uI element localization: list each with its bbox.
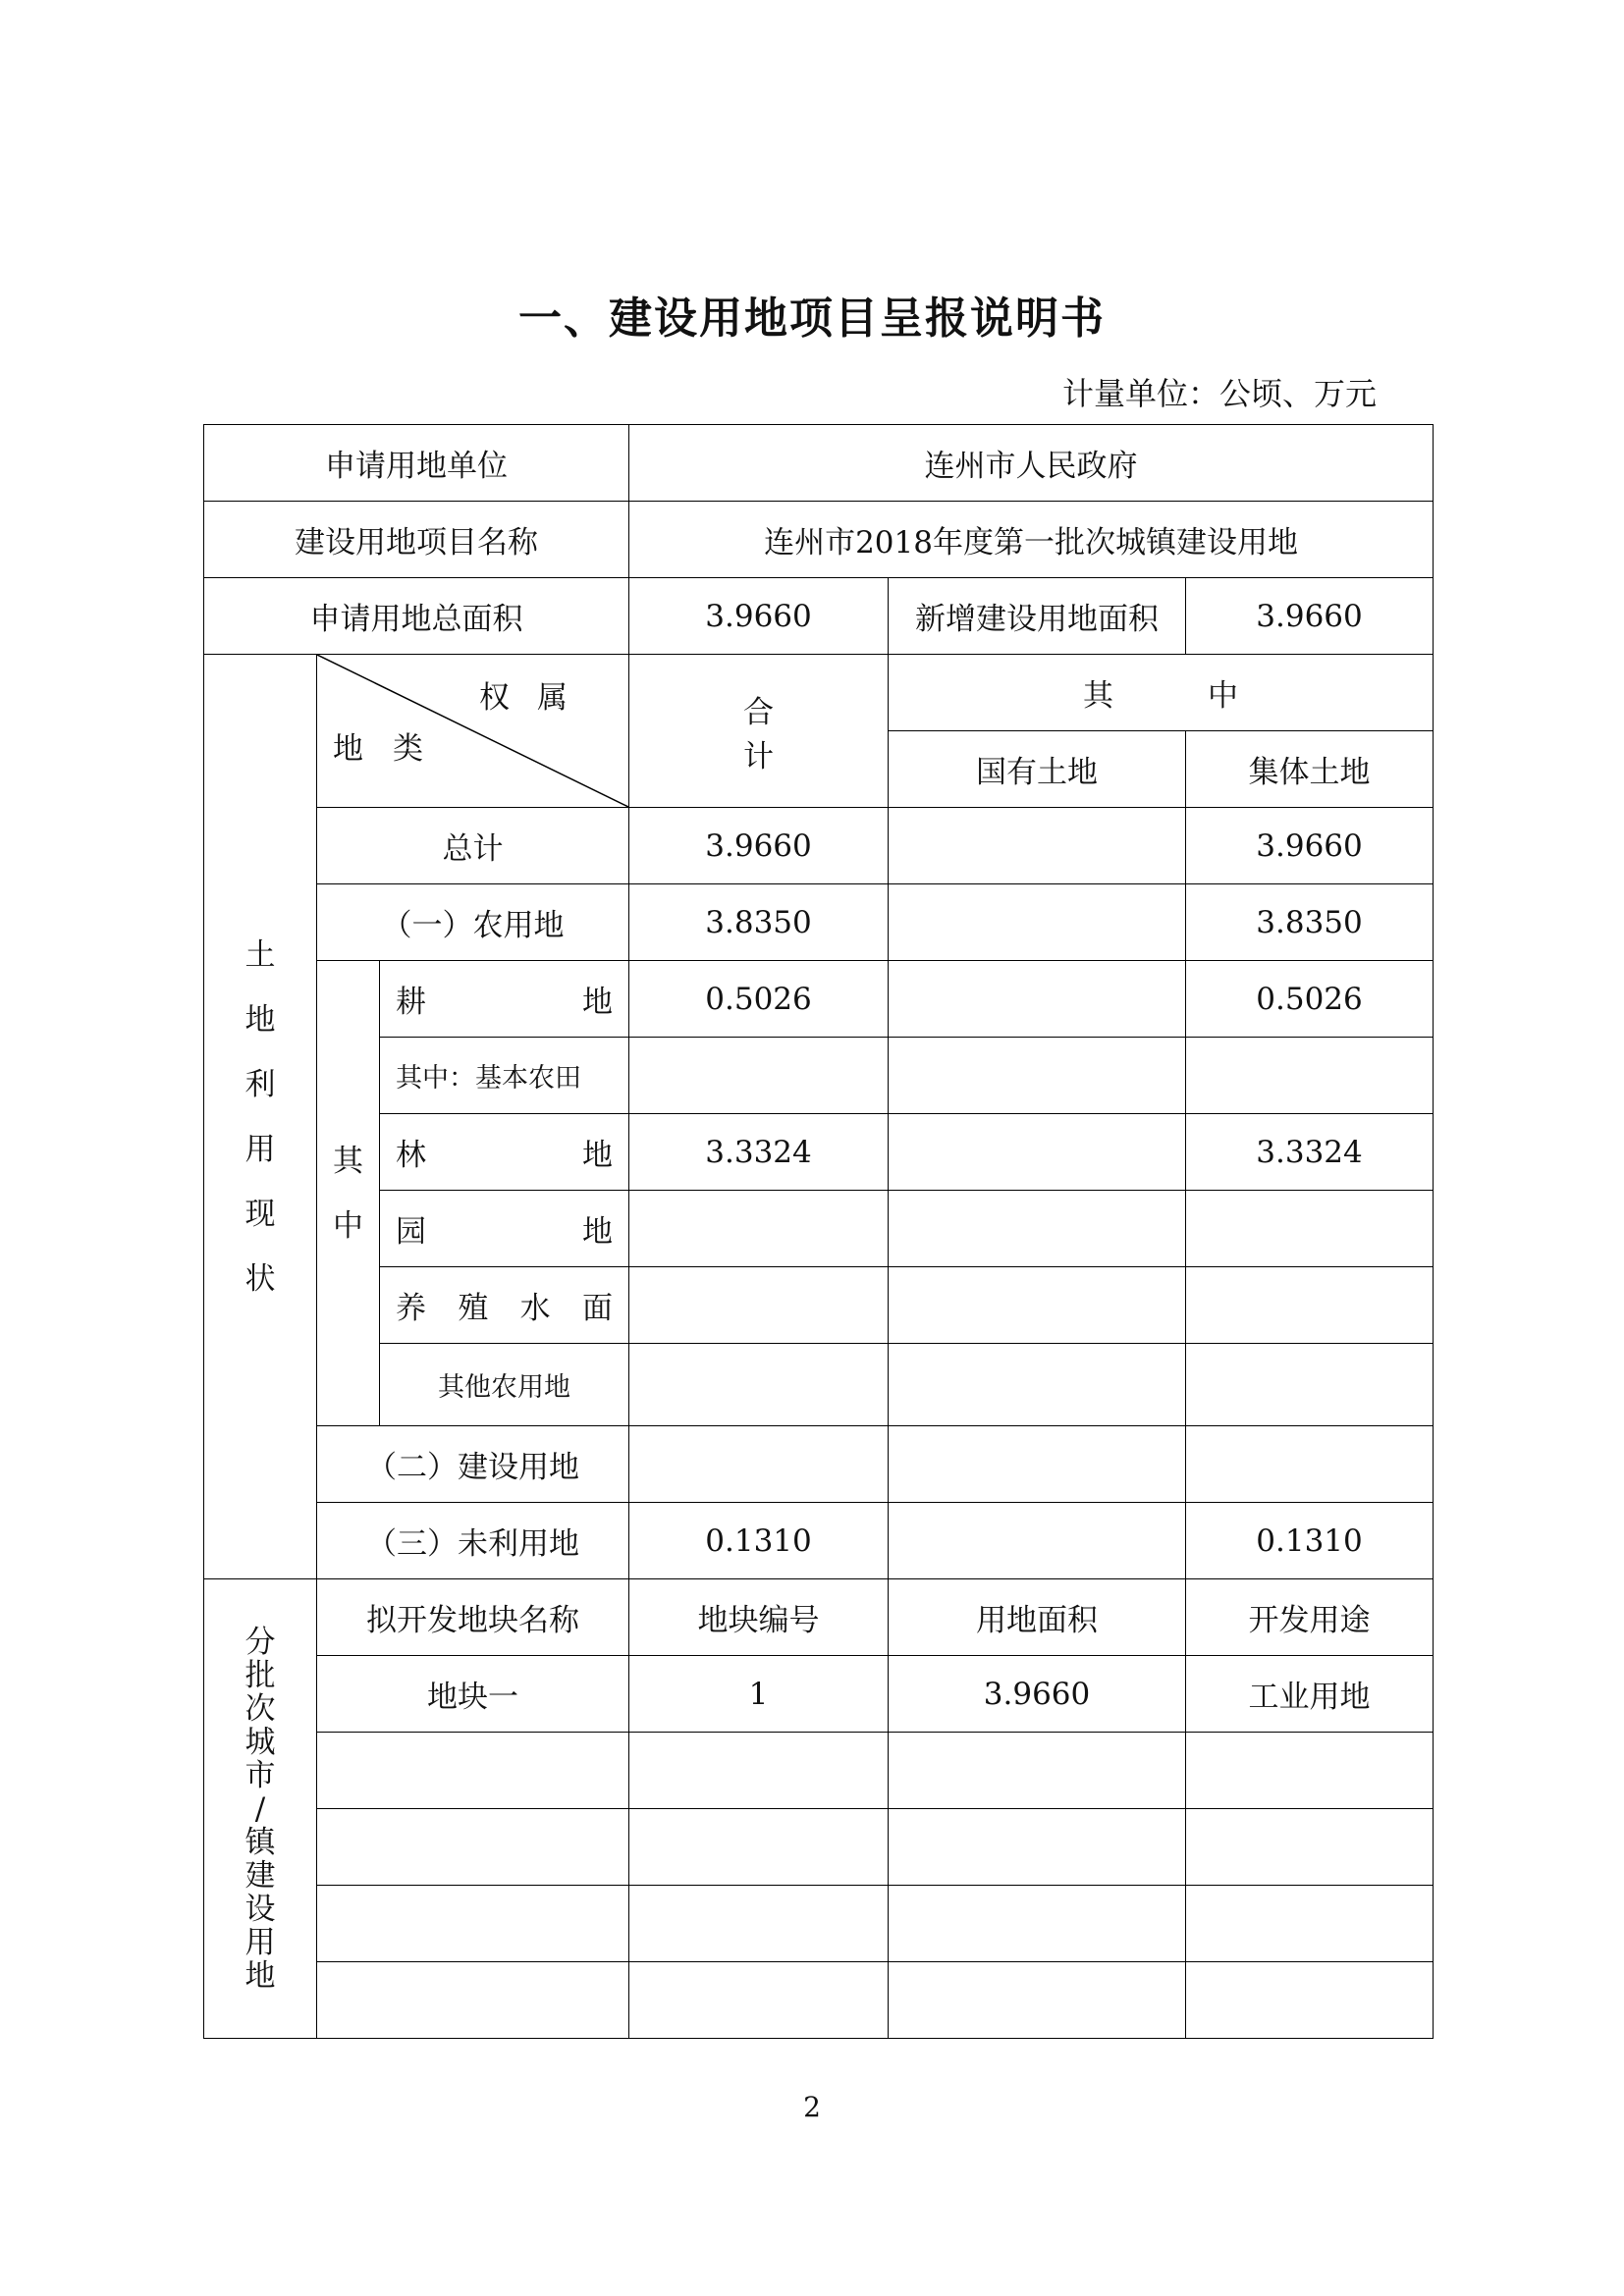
row-total-state — [889, 808, 1186, 884]
row-other-agri-state — [889, 1344, 1186, 1426]
batch-cell-purpose — [1186, 1809, 1434, 1886]
batch-cell-number — [629, 1809, 889, 1886]
row-agri-label: （一）农用地 — [317, 884, 629, 961]
row-aqua-collective — [1186, 1267, 1434, 1344]
diag-landtype-label: 地类 — [333, 731, 453, 767]
diagonal-header-cell — [317, 655, 629, 808]
row-unused — [204, 1503, 1434, 1579]
applicant-row — [204, 425, 1434, 502]
batch-cell-area: 3.9660 — [889, 1656, 1186, 1733]
batch-header-row — [204, 1579, 1434, 1656]
batch-col-name: 拟开发地块名称 — [317, 1579, 629, 1656]
batch-cell-name — [317, 1809, 629, 1886]
row-forest-state — [889, 1114, 1186, 1191]
batch-col-number: 地块编号 — [629, 1579, 889, 1656]
applicant-label: 申请用地单位 — [204, 425, 629, 502]
row-total-label: 总计 — [317, 808, 629, 884]
batch-section-label: 分 批 次 城 市 / 镇 建 设 用 地 — [204, 1579, 317, 2039]
row-agri-collective: 3.8350 — [1186, 884, 1434, 961]
row-construction-collective — [1186, 1426, 1434, 1503]
row-garden-label: 园 地 — [380, 1191, 629, 1267]
project-label: 建设用地项目名称 — [204, 502, 629, 578]
total-area-value: 3.9660 — [629, 578, 889, 655]
area-row — [204, 578, 1434, 655]
row-forest-sum: 3.3324 — [629, 1114, 889, 1191]
batch-cell-name — [317, 1962, 629, 2039]
row-construction-state — [889, 1426, 1186, 1503]
batch-cell-purpose: 工业用地 — [1186, 1656, 1434, 1733]
row-farmland-label: 耕 地 — [380, 961, 629, 1038]
batch-row — [204, 1962, 1434, 2039]
row-other-agri-label: 其他农用地 — [380, 1344, 629, 1426]
row-garden-state — [889, 1191, 1186, 1267]
col-total-header: 合计 — [629, 655, 889, 808]
row-construction-label: （二）建设用地 — [317, 1426, 629, 1503]
landuse-section-label: 土 地 利 用 现 状 — [204, 655, 317, 1579]
project-value: 连州市2018年度第一批次城镇建设用地 — [629, 502, 1434, 578]
page-number: 2 — [803, 2091, 821, 2123]
batch-row — [204, 1733, 1434, 1809]
row-aqua — [204, 1267, 1434, 1344]
row-agri-sum: 3.8350 — [629, 884, 889, 961]
col-state-header: 国有土地 — [889, 731, 1186, 808]
row-farmland-collective: 0.5026 — [1186, 961, 1434, 1038]
batch-cell-number — [629, 1962, 889, 2039]
row-forest — [204, 1114, 1434, 1191]
landuse-header-row-1 — [204, 655, 1434, 731]
batch-cell-number: 1 — [629, 1656, 889, 1733]
batch-cell-name: 地块一 — [317, 1656, 629, 1733]
row-aqua-state — [889, 1267, 1186, 1344]
col-collective-header: 集体土地 — [1186, 731, 1434, 808]
row-other-agri-sum — [629, 1344, 889, 1426]
batch-row — [204, 1809, 1434, 1886]
batch-row — [204, 1656, 1434, 1733]
row-garden-collective — [1186, 1191, 1434, 1267]
applicant-value: 连州市人民政府 — [629, 425, 1434, 502]
batch-cell-area — [889, 1733, 1186, 1809]
row-garden — [204, 1191, 1434, 1267]
unit-note: 计量单位：公顷、万元 — [1061, 375, 1377, 412]
batch-col-purpose: 开发用途 — [1186, 1579, 1434, 1656]
row-construction-sum — [629, 1426, 889, 1503]
batch-row — [204, 1886, 1434, 1962]
document-title: 一、建设用地项目呈报说明书 — [518, 294, 1106, 344]
row-basic-collective — [1186, 1038, 1434, 1114]
batch-cell-name — [317, 1733, 629, 1809]
row-agri-state — [889, 884, 1186, 961]
project-row — [204, 502, 1434, 578]
among-side-label: 其 中 — [317, 961, 380, 1426]
batch-col-area: 用地面积 — [889, 1579, 1186, 1656]
batch-cell-name — [317, 1886, 629, 1962]
row-aqua-sum — [629, 1267, 889, 1344]
row-unused-collective: 0.1310 — [1186, 1503, 1434, 1579]
row-aqua-label: 养 殖 水 面 — [380, 1267, 629, 1344]
new-area-value: 3.9660 — [1186, 578, 1434, 655]
row-other-agri — [204, 1344, 1434, 1426]
row-farmland-sum: 0.5026 — [629, 961, 889, 1038]
batch-cell-purpose — [1186, 1733, 1434, 1809]
application-table — [203, 424, 1434, 2039]
row-garden-sum — [629, 1191, 889, 1267]
row-basic-label: 其中：基本农田 — [380, 1038, 629, 1114]
batch-cell-area — [889, 1809, 1186, 1886]
row-farmland — [204, 961, 1434, 1038]
row-total-collective: 3.9660 — [1186, 808, 1434, 884]
row-other-agri-collective — [1186, 1344, 1434, 1426]
batch-cell-purpose — [1186, 1962, 1434, 2039]
batch-cell-number — [629, 1733, 889, 1809]
row-unused-sum: 0.1310 — [629, 1503, 889, 1579]
row-construction — [204, 1426, 1434, 1503]
row-agri — [204, 884, 1434, 961]
row-basic-sum — [629, 1038, 889, 1114]
row-forest-collective: 3.3324 — [1186, 1114, 1434, 1191]
diag-ownership-label: 权属 — [479, 680, 596, 716]
row-basic — [204, 1038, 1434, 1114]
batch-cell-area — [889, 1886, 1186, 1962]
row-unused-state — [889, 1503, 1186, 1579]
batch-cell-purpose — [1186, 1886, 1434, 1962]
batch-cell-number — [629, 1886, 889, 1962]
batch-cell-area — [889, 1962, 1186, 2039]
row-forest-label: 林 地 — [380, 1114, 629, 1191]
row-unused-label: （三）未利用地 — [317, 1503, 629, 1579]
col-among-header: 其中 — [889, 655, 1434, 731]
row-basic-state — [889, 1038, 1186, 1114]
total-area-label: 申请用地总面积 — [204, 578, 629, 655]
row-total-sum: 3.9660 — [629, 808, 889, 884]
row-farmland-state — [889, 961, 1186, 1038]
row-total — [204, 808, 1434, 884]
new-area-label: 新增建设用地面积 — [889, 578, 1186, 655]
